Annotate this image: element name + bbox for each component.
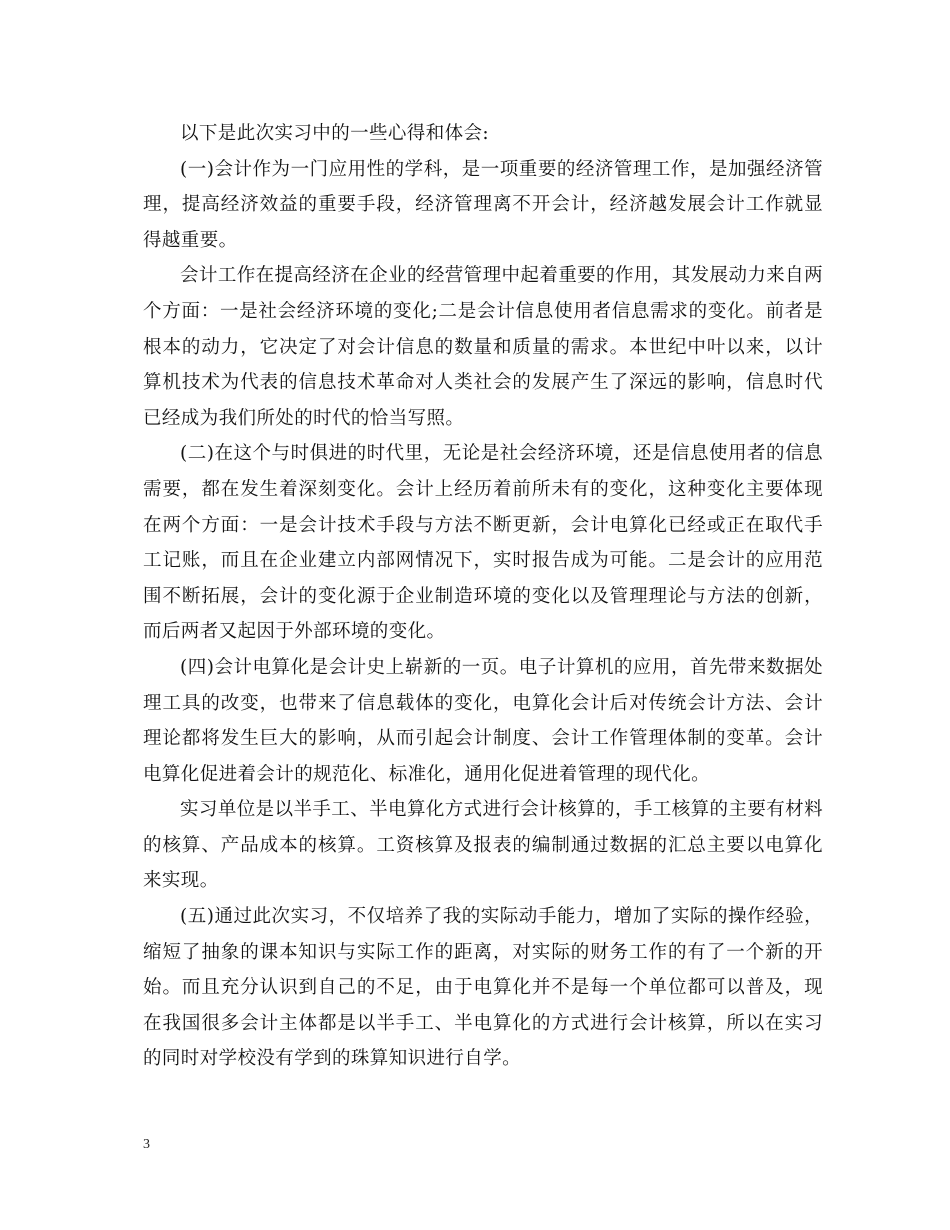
paragraph-one: (一)会计作为一门应用性的学科，是一项重要的经济管理工作，是加强经济管理，提高经济效益的重要手段，经济管理离不开会计，经济越发展会计工作就显得越重要。 [143,158,823,251]
document-body [143,116,823,1077]
page-number: 3 [143,1137,150,1152]
paragraph-four: (四)会计电算化是会计史上崭新的一页。电子计算机的应用，首先带来数据处理工具的改变，也带来了信息载体的变化，电算化会计后对传统会计方法、会计理论都将发生巨大的影响，从而引起会计制度、会计工作管理体制的变革。会计电算化促进着会计的规范化、标准化，通用化促进着管理的现代化。 [143,656,823,785]
paragraph-internship-unit: 实习单位是以半手工、半电算化方式进行会计核算的，手工核算的主要有材料的核算、产品成本的核算。工资核算及报表的编制通过数据的汇总主要以电算化来实现。 [143,799,823,892]
paragraph-intro: 以下是此次实习中的一些心得和体会: [180,123,490,144]
paragraph-accounting-drivers: 会计工作在提高经济在企业的经营管理中起着重要的作用，其发展动力来自两个方面：一是社会经济环境的变化;二是会计信息使用者信息需求的变化。前者是根本的动力，它决定了对会计信息的数量和质量的需求。本世纪中叶以来，以计算机技术为代表的信息技术革命对人类社会的发展产生了深远的影响，信息时代已经成为我们所处的时代的恰当写照。 [143,265,823,429]
paragraph-five: (五)通过此次实习，不仅培养了我的实际动手能力，增加了实际的操作经验，缩短了抽象的课本知识与实际工作的距离，对实际的财务工作的有了一个新的开始。而且充分认识到自己的不足，由于电算化并不是每一个单位都可以普及，现在我国很多会计主体都是以半手工、半电算化的方式进行会计核算，所以在实习的同时对学校没有学到的珠算知识进行自学。 [143,906,823,1070]
paragraph-two: (二)在这个与时俱进的时代里，无论是社会经济环境，还是信息使用者的信息需要，都在发生着深刻变化。会计上经历着前所未有的变化，这种变化主要体现在两个方面：一是会计技术手段与方法不断更新，会计电算化已经或正在取代手工记账，而且在企业建立内部网情况下，实时报告成为可能。二是会计的应用范围不断拓展，会计的变化源于企业制造环境的变化以及管理理论与方法的创新，而后两者又起因于外部环境的变化。 [143,443,823,643]
